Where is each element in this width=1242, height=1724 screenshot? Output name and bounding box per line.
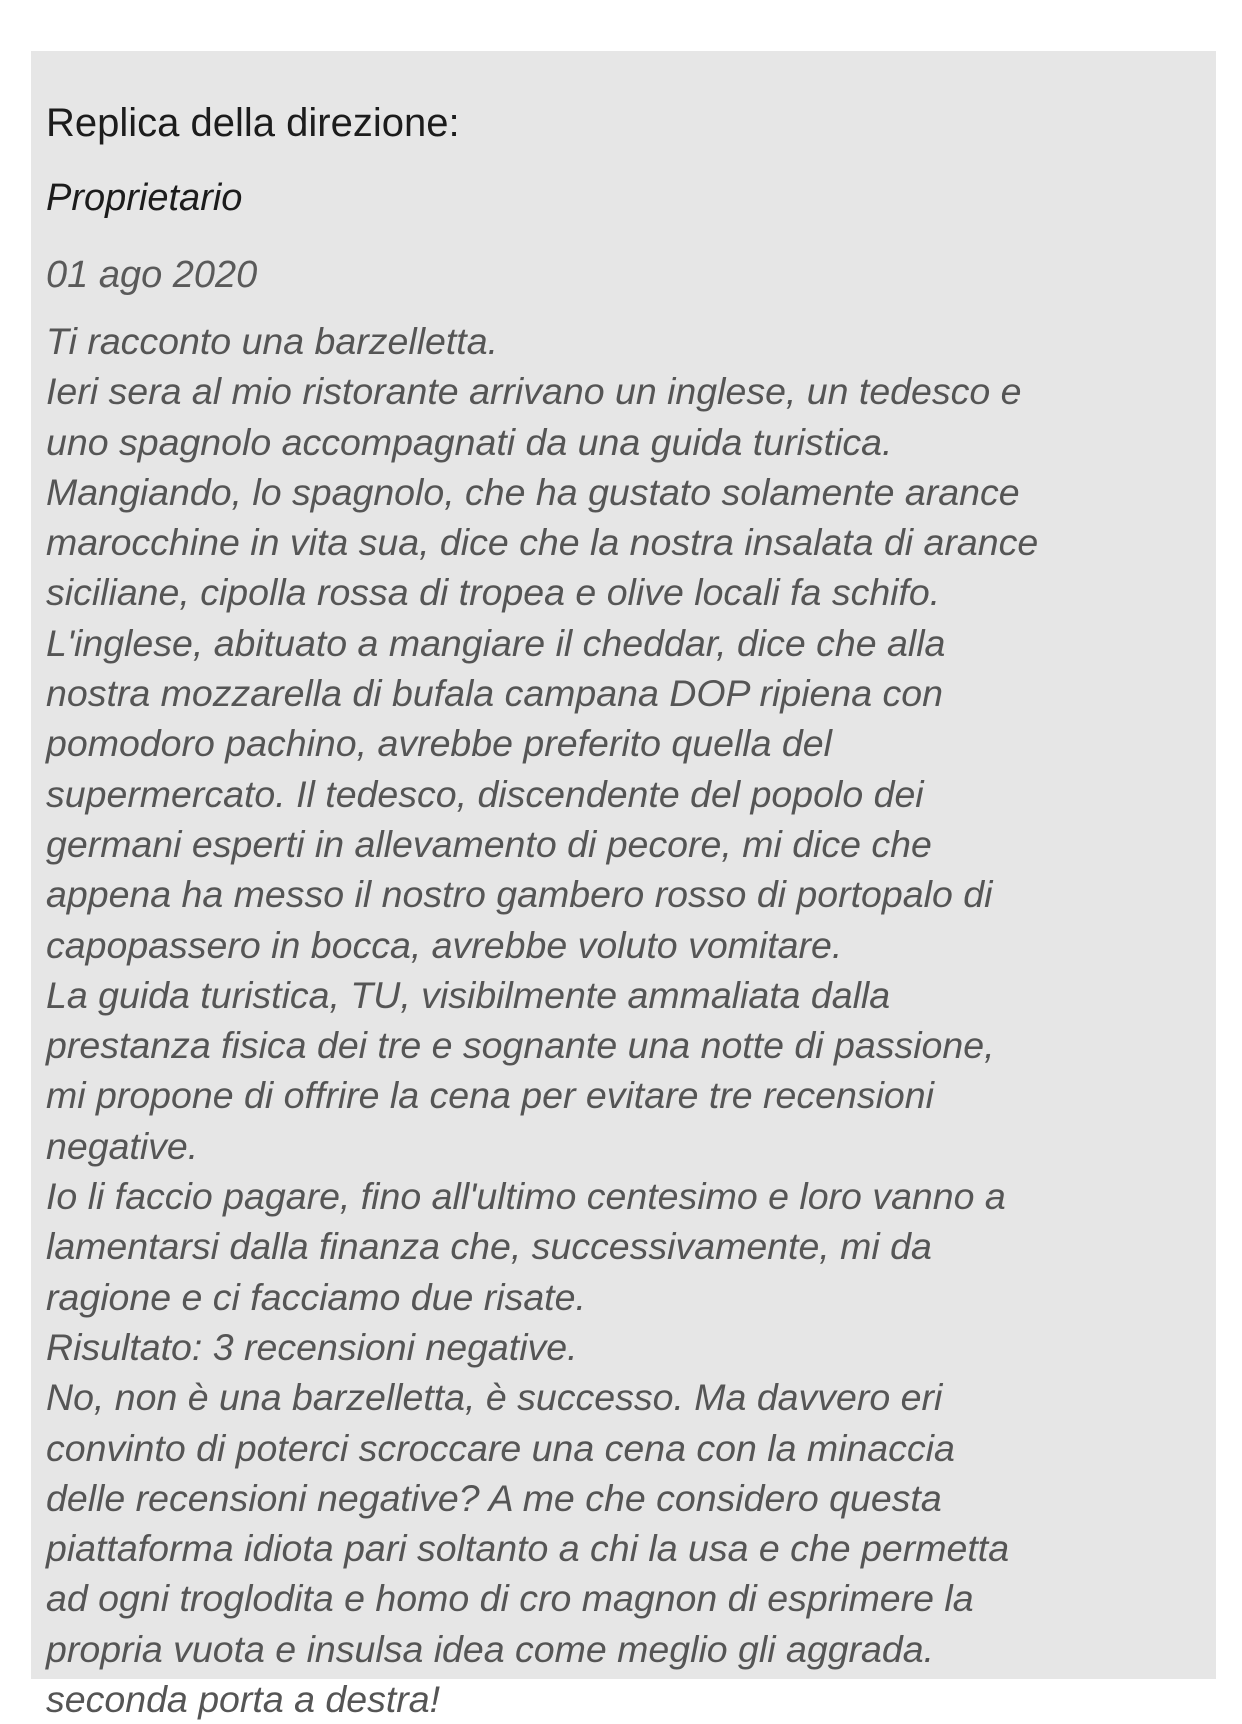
reply-body-line: delle recensioni negative? A me che considero questa	[46, 1476, 942, 1519]
reply-body-line: propria vuota e insulsa idea come meglio gli aggrada.	[46, 1627, 935, 1670]
reply-body-line: marocchine in vita sua, dice che la nostra insalata di arance	[46, 521, 1039, 564]
reply-body-line: nostra mozzarella di bufala campana DOP ripiena con	[46, 672, 943, 715]
reply-body-line: mi propone di offrire la cena per evitare tre recensioni	[46, 1074, 934, 1117]
reply-body-line: Ti racconto una barzelletta.	[46, 320, 498, 362]
reply-body-line: convinto di poterci scroccare una cena con la minaccia	[46, 1426, 955, 1469]
reply-body-line: ad ogni troglodita e homo di cro magnon di esprimere la	[46, 1577, 974, 1620]
reply-body-line: uno spagnolo accompagnati da una guida turistica.	[46, 420, 893, 463]
reply-body-line: piattaforma idiota pari soltanto a chi la usa e che permetta	[46, 1527, 1010, 1570]
reply-body-line: lamentarsi dalla finanza che, successivamente, mi da	[46, 1225, 932, 1268]
reply-body-line: pomodoro pachino, avrebbe preferito quella del	[46, 722, 832, 765]
owner-reply-card	[31, 51, 1216, 1721]
reply-body-line: No, non è una barzelletta, è successo. Ma davvero eri	[46, 1376, 943, 1419]
reply-body-line: supermercato. Il tedesco, discendente del popolo dei	[46, 772, 924, 815]
reply-body-line: Risultato: 3 recensioni negative.	[46, 1325, 578, 1368]
reply-body-line: Io li faccio pagare, fino all'ultimo centesimo e loro vanno a	[46, 1175, 1006, 1218]
reply-body-line: Mangiando, lo spagnolo, che ha gustato solamente arance	[46, 470, 1020, 513]
reply-body-line: seconda porta a destra!	[46, 1678, 441, 1721]
reply-heading: Replica della direzione:	[46, 101, 460, 145]
reply-body-line: prestanza fisica dei tre e sognante una notte di passione,	[46, 1024, 995, 1067]
reply-body-line: L'inglese, abituato a mangiare il cheddar, dice che alla	[46, 621, 946, 664]
reply-body-line: germani esperti in allevamento di pecore, mi dice che	[46, 822, 932, 865]
reply-date: 01 ago 2020	[46, 254, 258, 296]
reply-body-line: capopassero in bocca, avrebbe voluto vomitare.	[46, 923, 843, 966]
reply-body-line: negative.	[46, 1124, 199, 1167]
reply-body-line: La guida turistica, TU, visibilmente ammaliata dalla	[46, 973, 891, 1016]
reply-body-line: Ieri sera al mio ristorante arrivano un inglese, un tedesco e	[46, 370, 1022, 413]
reply-body-line: appena ha messo il nostro gambero rosso di portopalo di	[46, 873, 993, 916]
reply-author: Proprietario	[46, 177, 243, 219]
reply-body	[46, 316, 1211, 1724]
reply-body-line: siciliane, cipolla rossa di tropea e olive locali fa schifo.	[46, 571, 941, 614]
reply-body-line: ragione e ci facciamo due risate.	[46, 1275, 586, 1318]
